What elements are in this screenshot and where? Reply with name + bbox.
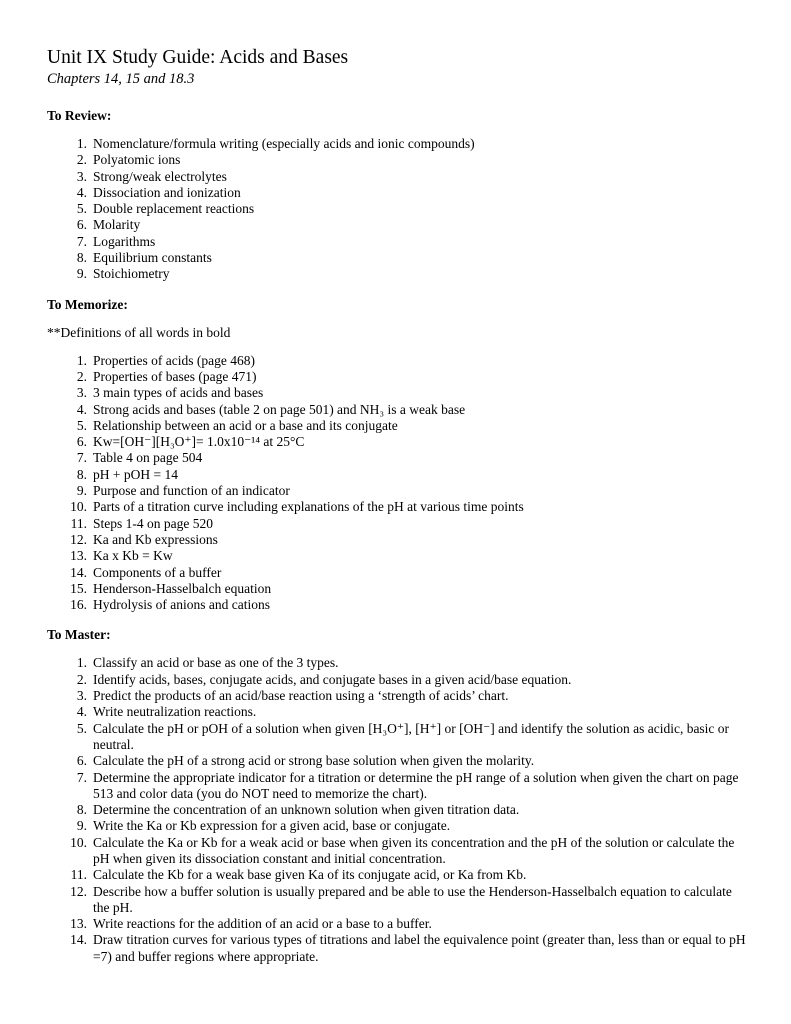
list-item — [47, 581, 751, 597]
list-item-text: Steps 1-4 on page 520 — [93, 515, 213, 531]
list-item — [47, 499, 751, 515]
list-item-number: 9. — [76, 266, 87, 282]
list-item — [47, 516, 751, 532]
list-item — [47, 704, 751, 720]
list-item-text: Strong acids and bases (table 2 on page 501) and NH₃ is a weak base — [93, 401, 466, 417]
list-item-number: 4. — [76, 704, 87, 720]
list-item-text: Ka and Kb expressions — [93, 531, 218, 547]
list-item-number: 5. — [76, 201, 87, 217]
list-item-text: pH + pOH = 14 — [93, 466, 178, 482]
list-item-number: 9. — [76, 818, 87, 834]
list-item-text: Hydrolysis of anions and cations — [93, 597, 270, 613]
list-item — [47, 802, 751, 818]
review-heading: To Review: — [47, 108, 112, 123]
list-item — [47, 250, 751, 266]
list-item-number: 7. — [76, 450, 87, 466]
list-item — [47, 266, 751, 282]
list-item-text: Polyatomic ions — [93, 152, 181, 168]
memorize-heading: To Memorize: — [47, 296, 128, 312]
list-item — [47, 136, 751, 152]
list-item-number: 2. — [76, 152, 87, 168]
list-item-text: Relationship between an acid or a base and its conjugate — [93, 417, 398, 433]
list-item-text: Identify acids, bases, conjugate acids, and conjugate bases in a given acid/base equation. — [93, 671, 572, 687]
list-item-number: 4. — [76, 401, 87, 417]
list-item-number: 3. — [76, 168, 87, 184]
master-list — [47, 655, 751, 965]
list-item-number: 2. — [76, 671, 87, 687]
list-item-text: Double replacement reactions — [93, 201, 255, 217]
list-item-text: Write neutralization reactions. — [93, 704, 257, 720]
list-item-number: 6. — [76, 217, 87, 233]
memorize-list — [47, 353, 751, 614]
list-item — [47, 450, 751, 466]
list-item-number: 9. — [76, 483, 87, 499]
list-item-number: 2. — [76, 368, 87, 384]
list-item — [47, 201, 751, 217]
list-item-text: Properties of acids (page 468) — [93, 352, 255, 368]
list-item-text: Stoichiometry — [93, 266, 170, 282]
list-item-number: 8. — [76, 466, 87, 482]
list-item — [47, 753, 751, 769]
list-item-number: 11. — [70, 867, 87, 883]
list-item-text: Henderson-Hasselbalch equation — [93, 580, 272, 596]
list-item — [47, 434, 751, 450]
list-item — [47, 565, 751, 581]
list-item-text: Ka x Kb = Kw — [93, 548, 173, 564]
list-item-text: Write reactions for the addition of an acid or a base to a buffer. — [93, 916, 432, 932]
list-item-number: 7. — [76, 233, 87, 249]
list-item — [47, 932, 751, 965]
list-item-number: 14. — [70, 564, 87, 580]
list-item — [47, 234, 751, 250]
list-item-number: 6. — [76, 434, 87, 450]
list-item-text: Logarithms — [93, 233, 156, 249]
list-item-text: Calculate the Ka or Kb for a weak acid or base when given its concentration and the pH of the solution or calculate the pH when given its dissociation constant and initial concentration. — [93, 834, 735, 866]
list-item-number: 4. — [76, 184, 87, 200]
list-item — [47, 402, 751, 418]
list-item — [47, 548, 751, 564]
list-item-number: 15. — [70, 580, 87, 596]
list-item-text: Kw=[OH⁻][H₃O⁺]= 1.0x10⁻¹⁴ at 25°C — [93, 434, 305, 450]
list-item-number: 1. — [76, 352, 87, 368]
list-item-text: Properties of bases (page 471) — [93, 368, 257, 384]
master-heading: To Master: — [47, 627, 111, 643]
list-item — [47, 818, 751, 834]
list-item — [47, 916, 751, 932]
list-item-number: 13. — [70, 548, 87, 564]
list-item — [47, 185, 751, 201]
list-item-text: Determine the concentration of an unknown solution when given titration data. — [93, 802, 520, 818]
list-item — [47, 532, 751, 548]
list-item-number: 1. — [76, 136, 87, 151]
list-item-text: Calculate the pH of a strong acid or strong base solution when given the molarity. — [93, 753, 535, 769]
list-item-number: 7. — [76, 769, 87, 785]
list-item-text: 3 main types of acids and bases — [93, 385, 264, 401]
list-item-text: Dissociation and ionization — [93, 184, 241, 200]
list-item-text: Parts of a titration curve including explanations of the pH at various time points — [93, 499, 524, 515]
list-item-text: Equilibrium constants — [93, 250, 212, 266]
list-item-text: Calculate the Kb for a weak base given Ka of its conjugate acid, or Ka from Kb. — [93, 867, 527, 883]
list-item — [47, 369, 751, 385]
list-item — [47, 217, 751, 233]
list-item — [47, 353, 751, 369]
list-item-text: Determine the appropriate indicator for a titration or determine the pH range of a solution when given the chart on page 513 and color data (you do NOT need to memorize the chart). — [93, 769, 739, 801]
list-item — [47, 884, 751, 917]
list-item — [47, 655, 751, 671]
list-item-text: Nomenclature/formula writing (especially acids and ionic compounds) — [93, 136, 475, 151]
list-item — [47, 721, 751, 754]
page-subtitle: Chapters 14, 15 and 18.3 — [47, 71, 195, 87]
list-item-number: 8. — [76, 250, 87, 266]
list-item-number: 12. — [70, 883, 87, 899]
list-item-number: 3. — [76, 385, 87, 401]
list-item — [47, 770, 751, 803]
list-item — [47, 867, 751, 883]
list-item-text: Draw titration curves for various types of titrations and label the equivalence point (greater than, less than or equal to pH =7) and buffer regions where appropriate. — [93, 932, 746, 964]
list-item-number: 5. — [76, 720, 87, 736]
list-item-text: Calculate the pH or pOH of a solution when given [H₃O⁺], [H⁺] or [OH⁻] and identify the solution as acidic, basic or neutral. — [93, 720, 730, 752]
list-item-text: Strong/weak electrolytes — [93, 168, 227, 184]
list-item-number: 6. — [76, 753, 87, 769]
list-item-text: Classify an acid or base as one of the 3 types. — [93, 655, 339, 671]
list-item-text: Write the Ka or Kb expression for a given acid, base or conjugate. — [93, 818, 451, 834]
list-item — [47, 467, 751, 483]
list-item — [47, 152, 751, 168]
list-item-number: 1. — [76, 655, 87, 671]
page-title: Unit IX Study Guide: Acids and Bases — [47, 47, 349, 68]
list-item-number: 5. — [76, 417, 87, 433]
list-item-number: 3. — [76, 688, 87, 704]
memorize-note: **Definitions of all words in bold — [47, 324, 231, 340]
list-item-number: 8. — [76, 802, 87, 818]
list-item-number: 14. — [70, 932, 87, 948]
list-item — [47, 835, 751, 868]
list-item-text: Describe how a buffer solution is usually prepared and be able to use the Henderson-Hasselbalch equation to calculate the pH. — [93, 883, 732, 915]
list-item-number: 16. — [70, 597, 87, 613]
list-item-number: 13. — [70, 916, 87, 932]
list-item-number: 11. — [70, 515, 87, 531]
list-item — [47, 418, 751, 434]
list-item-text: Components of a buffer — [93, 564, 222, 580]
list-item — [47, 672, 751, 688]
list-item-text: Purpose and function of an indicator — [93, 483, 290, 499]
list-item-number: 10. — [70, 834, 87, 850]
list-item — [47, 169, 751, 185]
list-item — [47, 385, 751, 401]
list-item-number: 12. — [70, 531, 87, 547]
review-list — [47, 136, 751, 283]
list-item — [47, 597, 751, 613]
list-item-text: Molarity — [93, 217, 141, 233]
list-item — [47, 688, 751, 704]
list-item — [47, 483, 751, 499]
list-item-number: 10. — [70, 499, 87, 515]
list-item-text: Predict the products of an acid/base reaction using a ‘strength of acids’ chart. — [93, 688, 509, 704]
list-item-text: Table 4 on page 504 — [93, 450, 203, 466]
